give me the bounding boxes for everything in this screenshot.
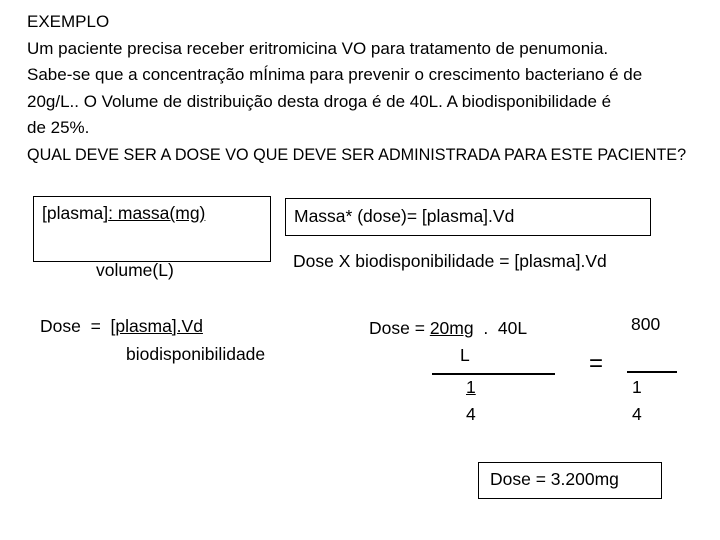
calc-equals-sign: = xyxy=(589,350,604,377)
calc-dose-line xyxy=(369,318,527,339)
plasma-label: [plasma] xyxy=(42,203,109,223)
problem-line-2: Sabe-se que a concentração mÍnima para prevenir o crescimento bacteriano é de xyxy=(27,65,643,84)
problem-line-4: de 25%. xyxy=(27,118,90,137)
question: QUAL DEVE SER A DOSE VO QUE DEVE SER ADMINISTRADA PARA ESTE PACIENTE? xyxy=(27,145,687,164)
calc-result-fraction-bar xyxy=(627,371,677,373)
calc-result-numerator: 800 xyxy=(631,314,661,334)
formula-plasma-denominator: volume(L) xyxy=(96,260,174,280)
calc-unit-l: L xyxy=(460,345,470,365)
calc-result-fraction-numerator: 1 xyxy=(632,377,642,397)
calc-fraction-bar xyxy=(432,373,555,375)
formula-dose-denominator: biodisponibilidade xyxy=(126,344,266,364)
calc-dose-value: 20mg xyxy=(429,318,474,338)
problem-line-1: Um paciente precisa receber eritromicina VO para tratamento de penumonia. xyxy=(27,38,609,58)
problem-line-3: 20g/L.. O Volume de distribuição desta droga é de 40L. A biodisponibilidade é xyxy=(27,91,612,111)
heading: EXEMPLO xyxy=(27,12,110,31)
calc-dose-prefix: Dose = xyxy=(369,318,430,338)
calc-fraction-denominator: 4 xyxy=(466,404,476,424)
calc-result-fraction-denominator: 4 xyxy=(632,404,642,424)
formula-dose-numerator xyxy=(40,316,203,337)
calc-dose-rest: . 40L xyxy=(473,318,528,338)
formula-massa: Massa* (dose)= [plasma].Vd xyxy=(294,206,515,226)
formula-plasma-numerator xyxy=(42,203,205,224)
result-text: Dose = 3.200mg xyxy=(490,469,619,489)
calc-fraction-numerator: 1 xyxy=(466,377,476,397)
massa-label: : massa(mg) xyxy=(108,203,206,223)
problem-statement xyxy=(27,9,717,168)
formula-dose-biodisponibilidade: Dose X biodisponibilidade = [plasma].Vd xyxy=(293,251,607,271)
plasma-vd-label: [plasma].Vd xyxy=(110,316,203,336)
dose-equals-label: Dose = xyxy=(40,316,111,336)
